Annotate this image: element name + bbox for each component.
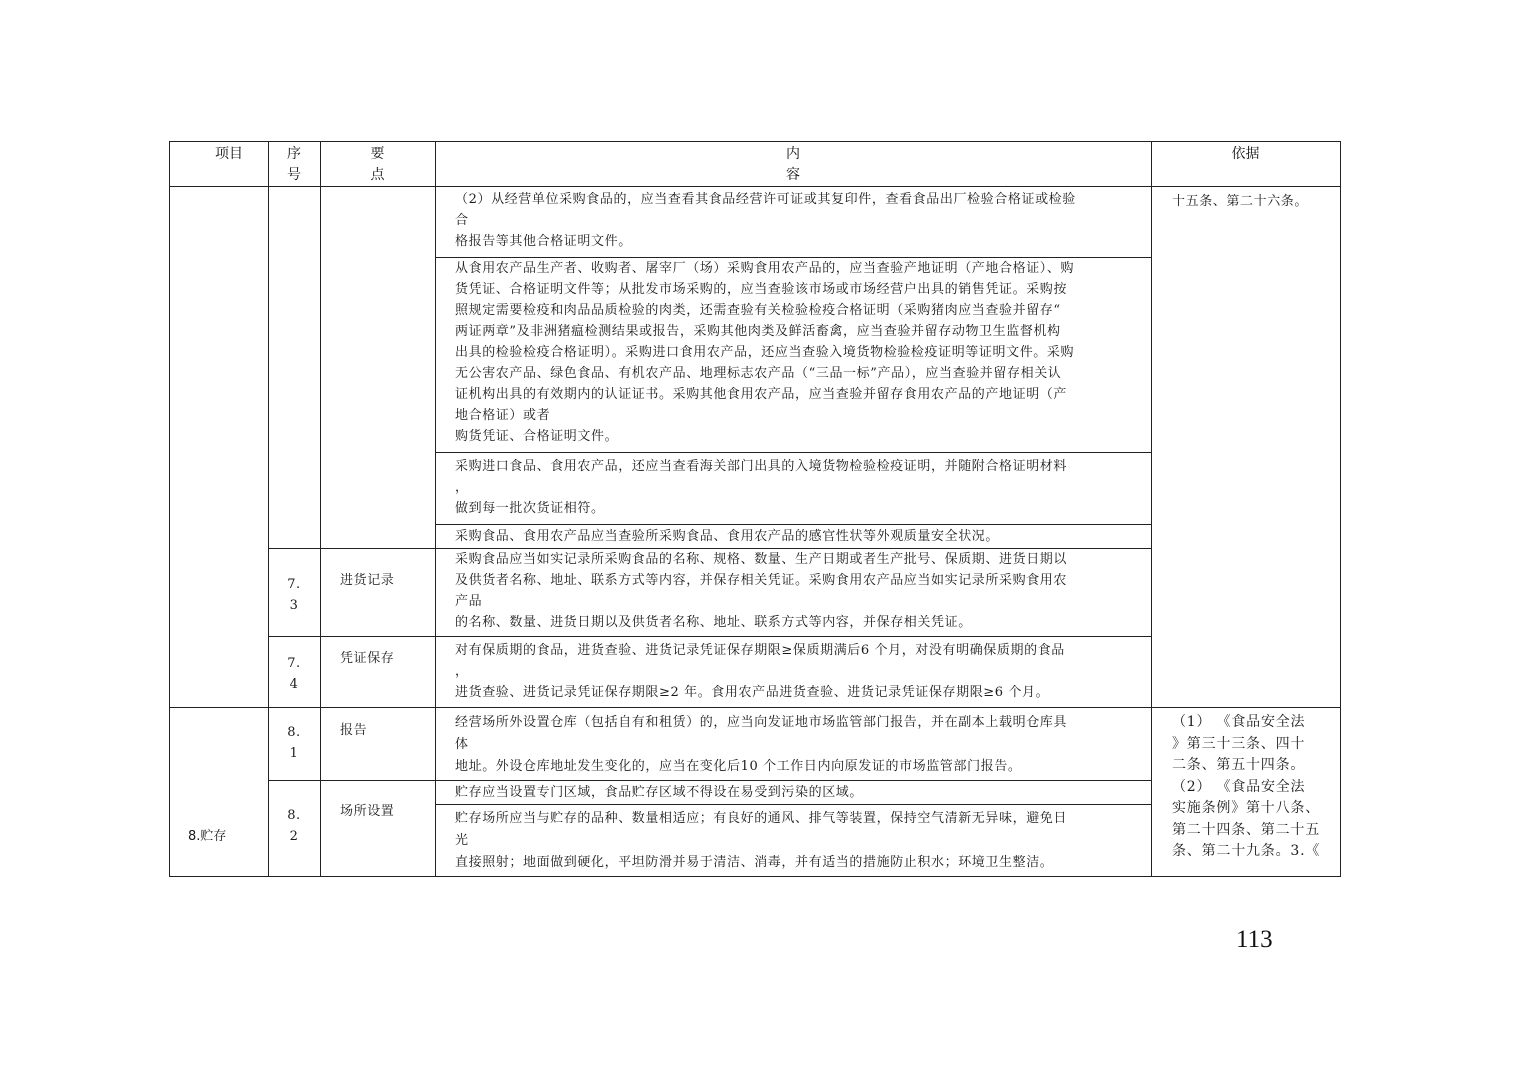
content-line: 产品 <box>455 594 483 609</box>
seq-line: 1 <box>289 746 299 761</box>
content-line: 对有保质期的食品，进货查验、进货记录凭证保存期限≥保质期满后6 个月，对没有明确保质期的食品 <box>455 643 1065 658</box>
table-border-bottom <box>169 876 1341 877</box>
col-divider-2 <box>320 141 321 876</box>
basis-line: （2） 《食品安全法 <box>1172 778 1306 795</box>
point-label-8-2: 场所设置 <box>340 804 395 819</box>
seq-line: 8. <box>287 808 301 823</box>
seq-number-8-2 <box>268 805 320 847</box>
content-line: （2）从经营单位采购食品的，应当查看其食品经营许可证或其复印件，查看食品出厂检验合格证或检验 <box>455 192 1076 207</box>
seq-line: 7. <box>287 656 301 671</box>
content-cell <box>455 258 1074 447</box>
seq-line: 4 <box>289 677 299 692</box>
content-line: 做到每一批次货证相符。 <box>455 501 605 516</box>
header-content-line1: 内 <box>786 146 800 162</box>
content-line: 贮存场所应当与贮存的品种、数量相适应；有良好的通风、排气等装置，保持空气清新无异味，避免日 <box>455 811 1068 826</box>
seq-line: 3 <box>289 598 299 613</box>
point-label-7-4: 凭证保存 <box>340 651 395 666</box>
header-bottom-rule <box>169 186 1341 187</box>
basis-line: 第二十四条、第二十五 <box>1172 821 1320 838</box>
content-line: 证机构出具的有效期内的认证证书。采购其他食用农产品，应当查验并留存食用农产品的产地证明（产 <box>455 387 1068 402</box>
header-point-line1: 要 <box>370 146 385 162</box>
content-line: 地合格证）或者 <box>455 408 551 423</box>
content-cell <box>455 712 1067 778</box>
content-cell <box>455 526 999 547</box>
content-row-divider <box>435 452 1151 453</box>
content-row-divider <box>435 524 1151 525</box>
content-cell <box>455 456 1067 519</box>
content-line: 及供货者名称、地址、联系方式等内容，并保存相关凭证。采购食用农产品应当如实记录所采购食用农 <box>455 573 1068 588</box>
seq-number-8-1 <box>268 722 320 764</box>
seq-number-7-4 <box>268 653 320 695</box>
col-divider-1 <box>268 141 269 876</box>
content-line: 合 <box>455 213 469 228</box>
basis-line: 条、第二十九条。3.《 <box>1172 843 1321 859</box>
content-line: 贮存应当设置专门区域，食品贮存区域不得设在易受到污染的区域。 <box>455 785 864 800</box>
seq-line: 8. <box>287 725 301 740</box>
basis-line: 》第三十三条、四十 <box>1172 735 1306 752</box>
content-line: 地址。外设仓库地址发生变化的，应当在变化后10 个工作日内向原发证的市场监管部门报告。 <box>455 759 1022 774</box>
basis-text-section-8 <box>1172 712 1320 863</box>
basis-text-top: 十五条、第二十六条。 <box>1172 194 1309 209</box>
section-label-storage: 8.贮存 <box>188 829 227 844</box>
basis-line: 二条、第五十四条。 <box>1172 757 1306 773</box>
content-line: 采购食品应当如实记录所采购食品的名称、规格、数量、生产日期或者生产批号、保质期、进货日期以 <box>455 552 1068 567</box>
content-line: 照规定需要检疫和肉品品质检验的肉类，还需查验有关检验检疫合格证明（采购猪肉应当查验并留存“ <box>455 303 1061 318</box>
content-cell <box>455 808 1067 874</box>
seq-line: 2 <box>289 829 299 844</box>
row-divider-7-4 <box>268 636 1151 637</box>
content-line: 光 <box>455 833 469 848</box>
header-seq-line1: 序 <box>287 146 301 162</box>
header-content-line2: 容 <box>786 167 800 183</box>
content-line: 采购进口食品、食用农产品，还应当查看海关部门出具的入境货物检验检疫证明，并随附合格证明材料 <box>455 459 1068 474</box>
header-item: 项目 <box>215 146 243 162</box>
content-line: 体 <box>455 737 469 752</box>
seq-number-7-3 <box>268 574 320 616</box>
basis-line: （1） 《食品安全法 <box>1172 714 1306 730</box>
content-line: ， <box>455 664 469 679</box>
table-border-left <box>169 141 170 876</box>
content-line: ， <box>455 480 469 495</box>
content-line: 两证两章”及非洲猪瘟检测结果或报告，采购其他肉类及鲜活畜禽，应当查验并留存动物卫生监督机构 <box>455 324 1061 339</box>
header-seq-line2: 号 <box>287 167 301 183</box>
content-cell <box>455 189 1076 252</box>
content-line: 购货凭证、合格证明文件。 <box>455 429 619 444</box>
content-line: 的名称、数量、进货日期以及供货者名称、地址、联系方式等内容，并保存相关凭证。 <box>455 615 972 630</box>
content-line: 货凭证、合格证明文件等；从批发市场采购的，应当查验该市场或市场经营户出具的销售凭证。采购按 <box>455 282 1068 297</box>
content-line: 格报告等其他合格证明文件。 <box>455 234 632 249</box>
content-cell <box>455 549 1067 633</box>
content-cell <box>455 640 1065 703</box>
section-8-top-rule <box>169 707 1341 708</box>
table-border-top <box>169 141 1341 142</box>
content-cell <box>455 782 863 803</box>
header-point-line2: 点 <box>370 167 385 183</box>
content-line: 进货查验、进货记录凭证保存期限≥2 年。食用农产品进货查验、进货记录凭证保存期限≥6 个月。 <box>455 685 1050 700</box>
content-line: 从食用农产品生产者、收购者、屠宰厂（场）采购食用农产品的，应当查验产地证明（产地合格证）、购 <box>455 261 1075 276</box>
content-line: 直接照射；地面做到硬化，平坦防滑并易于清洁、消毒，并有适当的措施防止积水；环境卫生整洁。 <box>455 855 1054 870</box>
basis-line: 实施条例》第十八条、 <box>1172 800 1320 816</box>
content-line: 经营场所外设置仓库（包括自有和租赁）的，应当向发证地市场监管部门报告，并在副本上载明仓库具 <box>455 715 1068 730</box>
table-border-right <box>1340 141 1341 876</box>
content-line: 出具的检验检疫合格证明）。采购进口食用农产品，还应当查验入境货物检验检疫证明等证明文件。采购 <box>455 345 1075 360</box>
col-divider-4 <box>1151 141 1152 876</box>
content-row-divider <box>435 804 1151 805</box>
point-label-7-3: 进货记录 <box>340 573 395 588</box>
col-divider-3 <box>435 141 436 876</box>
seq-line: 7. <box>287 577 301 592</box>
header-basis: 依据 <box>1231 146 1260 162</box>
row-divider-8-2 <box>268 780 1151 781</box>
page-number: 113 <box>1236 926 1273 953</box>
content-line: 采购食品、食用农产品应当查验所采购食品、食用农产品的感官性状等外观质量安全状况。 <box>455 529 1000 544</box>
content-line: 无公害农产品、绿色食品、有机农产品、地理标志农产品（“三品一标”产品），应当查验并留存相关认 <box>455 366 1062 381</box>
point-label-8-1: 报告 <box>340 723 368 738</box>
